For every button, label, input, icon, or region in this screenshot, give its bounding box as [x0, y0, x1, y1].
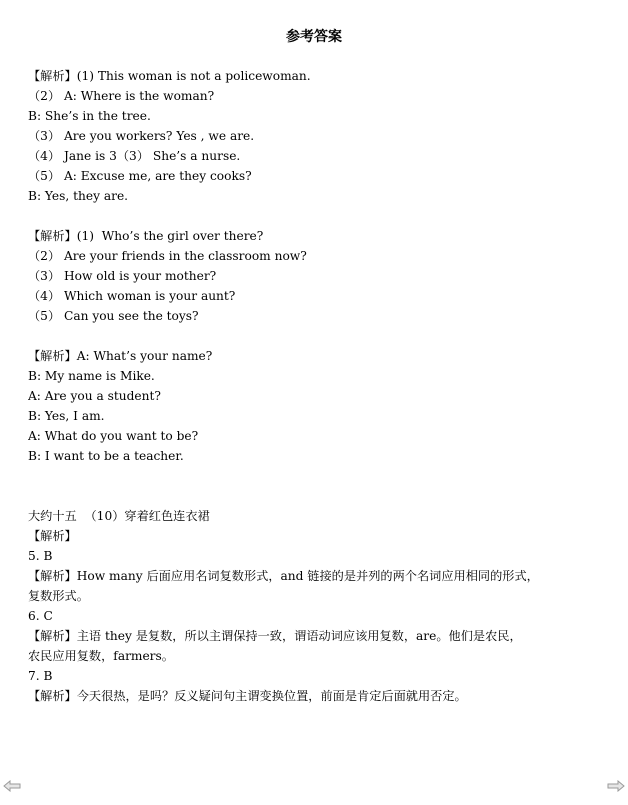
- answer-line-2: [28, 206, 598, 226]
- text-line: 【解析】(1) This woman is not a policewoman.: [28, 69, 311, 83]
- text-line: （2） Are your friends in the classroom now?: [28, 249, 307, 263]
- text-line: （3） How old is your mother?: [28, 269, 217, 283]
- answer-body: [28, 46, 598, 706]
- text-line: B: I want to be a teacher.: [28, 449, 184, 463]
- answer-line-4b: [28, 486, 598, 506]
- text-line: A: What do you want to be?: [28, 429, 199, 443]
- text-line: 复数形式。: [28, 589, 89, 603]
- text-line: （2） A: Where is the woman?: [28, 89, 215, 103]
- page-title: 参考答案: [286, 29, 342, 45]
- text-line: 【解析】(1) Who’s the girl over there?: [28, 229, 264, 243]
- text-line: 7. B: [28, 669, 53, 683]
- text-line: 大约十五 （10）穿着红色连衣裙: [28, 509, 210, 523]
- answer-line-3: [28, 326, 598, 346]
- text-line: 【解析】主语 they 是复数，所以主谓保持一致，谓语动词应该用复数，are。他们是农民，: [28, 629, 522, 643]
- text-line: B: Yes, they are.: [28, 189, 129, 203]
- text-line: 【解析】: [28, 529, 77, 543]
- text-line: 【解析】A: What’s your name?: [28, 349, 213, 363]
- text-line: B: My name is Mike.: [28, 369, 155, 383]
- text-line: A: Are you a student?: [28, 389, 161, 403]
- text-line: 【解析】今天很热，是吗？反义疑问句主谓变换位置，前面是肯定后面就用否定。: [28, 689, 467, 703]
- text-line: 农民应用复数，farmers。: [28, 649, 174, 663]
- text-line: B: Yes, I am.: [28, 409, 105, 423]
- text-line: （5） Can you see the toys?: [28, 309, 199, 323]
- text-line: （3） Are you workers? Yes , we are.: [28, 129, 255, 143]
- next-page-arrow-icon[interactable]: [606, 779, 626, 793]
- text-line: （4） Jane is 3（3） She’s a nurse.: [28, 149, 241, 163]
- text-line: 【解析】How many 后面应用名词复数形式，and 链接的是并列的两个名词应用相同的形式，: [28, 569, 539, 583]
- text-line: B: She’s in the tree.: [28, 109, 151, 123]
- text-line: 6. C: [28, 609, 53, 623]
- prev-page-arrow-icon[interactable]: [2, 779, 22, 793]
- answer-line-1: [28, 46, 598, 66]
- answer-line-4: [28, 466, 598, 486]
- text-line: （4） Which woman is your aunt?: [28, 289, 236, 303]
- text-line: 5. B: [28, 549, 53, 563]
- text-line: （5） A: Excuse me, are they cooks?: [28, 169, 252, 183]
